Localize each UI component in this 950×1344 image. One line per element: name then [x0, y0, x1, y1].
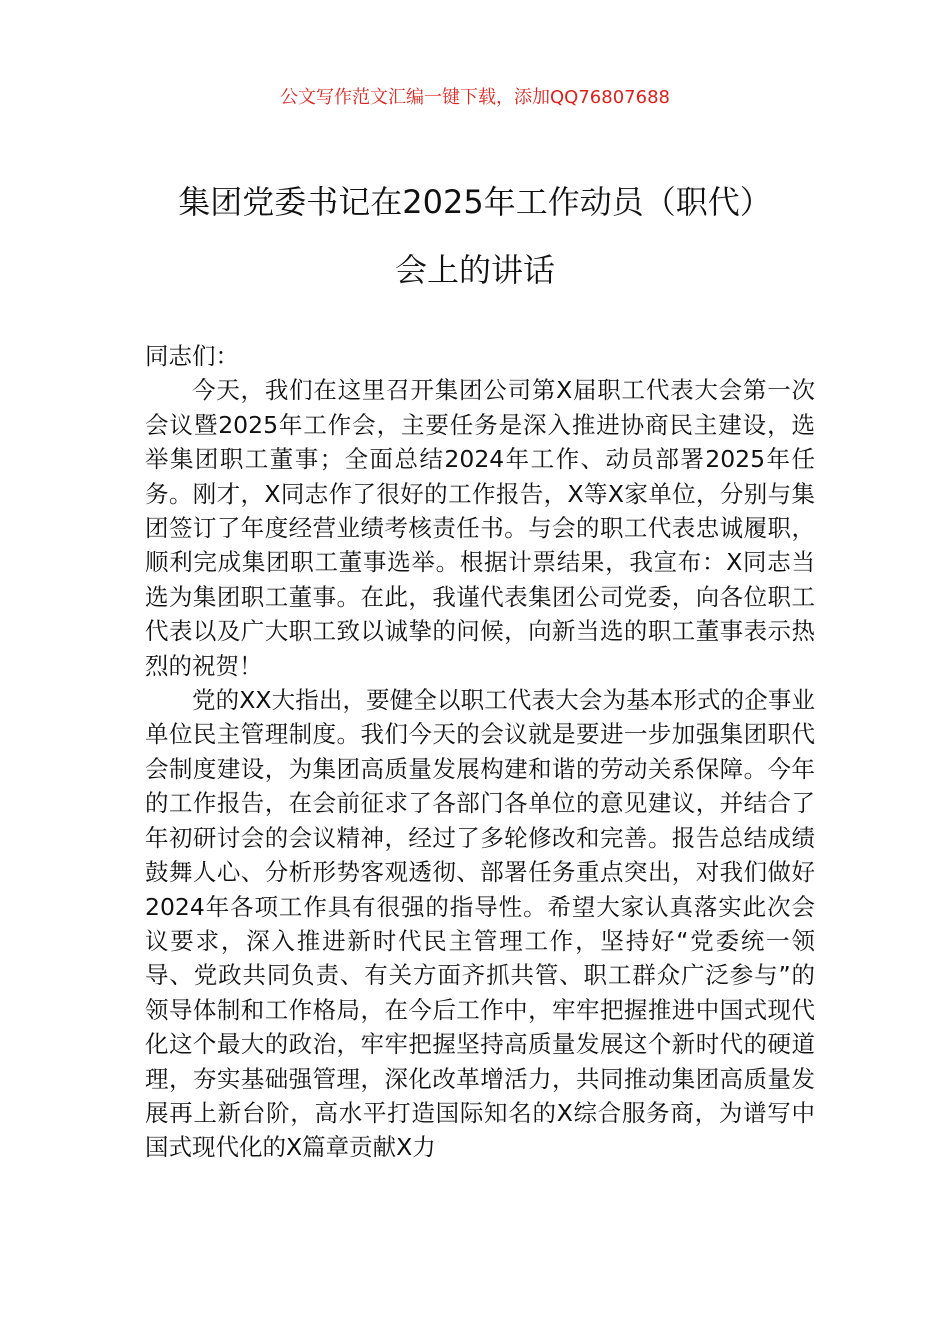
paragraph-1: 今天，我们在这里召开集团公司第X届职工代表大会第一次会议暨2025年工作会，主要任务是深入推进协商民主建设，选举集团职工董事；全面总结2024年工作、动员部署2025年任务。刚才，X同志作了很好的工作报告，X等X家单位，分别与集团签订了年度经营业绩考核责任书。与会的职工代表忠诚履职，顺利完成集团职工董事选举。根据计票结果，我宣布：X同志当选为集团职工董事。在此，我谨代表集团公司党委，向各位职工代表以及广大职工致以诚挚的问候，向新当选的职工董事表示热烈的祝贺！ [145, 376, 815, 680]
paragraph-2: 党的XX大指出，要健全以职工代表大会为基本形式的企事业单位民主管理制度。我们今天的会议就是要进一步加强集团职代会制度建设，为集团高质量发展构建和谐的劳动关系保障。今年的工作报告，在会前征求了各部门各单位的意见建议，并结合了年初研讨会的会议精神，经过了多轮修改和完善。报告总结成绩鼓舞人心、分析形势客观透彻、部署任务重点突出，对我们做好2024年各项工作具有很强的指导性。希望大家认真落实此次会议要求，深入推进新时代民主管理工作，坚持好“党委统一领导、党政共同负责、有关方面齐抓共管、职工群众广泛参与”的领导体制和工作格局，在今后工作中，牢牢把握推进中国式现代化这个最大的政治，牢牢把握坚持高质量发展这个新时代的硬道理，夯实基础强管理，深化改革增活力，共同推动集团高质量发展再上新台阶，高水平打造国际知名的X综合服务商，为谱写中国式现代化的X篇章贡献X力 [145, 686, 815, 1162]
document-title-line-1: 集团党委书记在2025年工作动员（职代） [178, 183, 772, 221]
salutation: 同志们： [145, 342, 239, 370]
document-title-line-2: 会上的讲话 [394, 251, 555, 289]
download-banner: 公文写作范文汇编一键下载，添加QQ76807688 [280, 87, 670, 108]
document-body [145, 339, 815, 1165]
